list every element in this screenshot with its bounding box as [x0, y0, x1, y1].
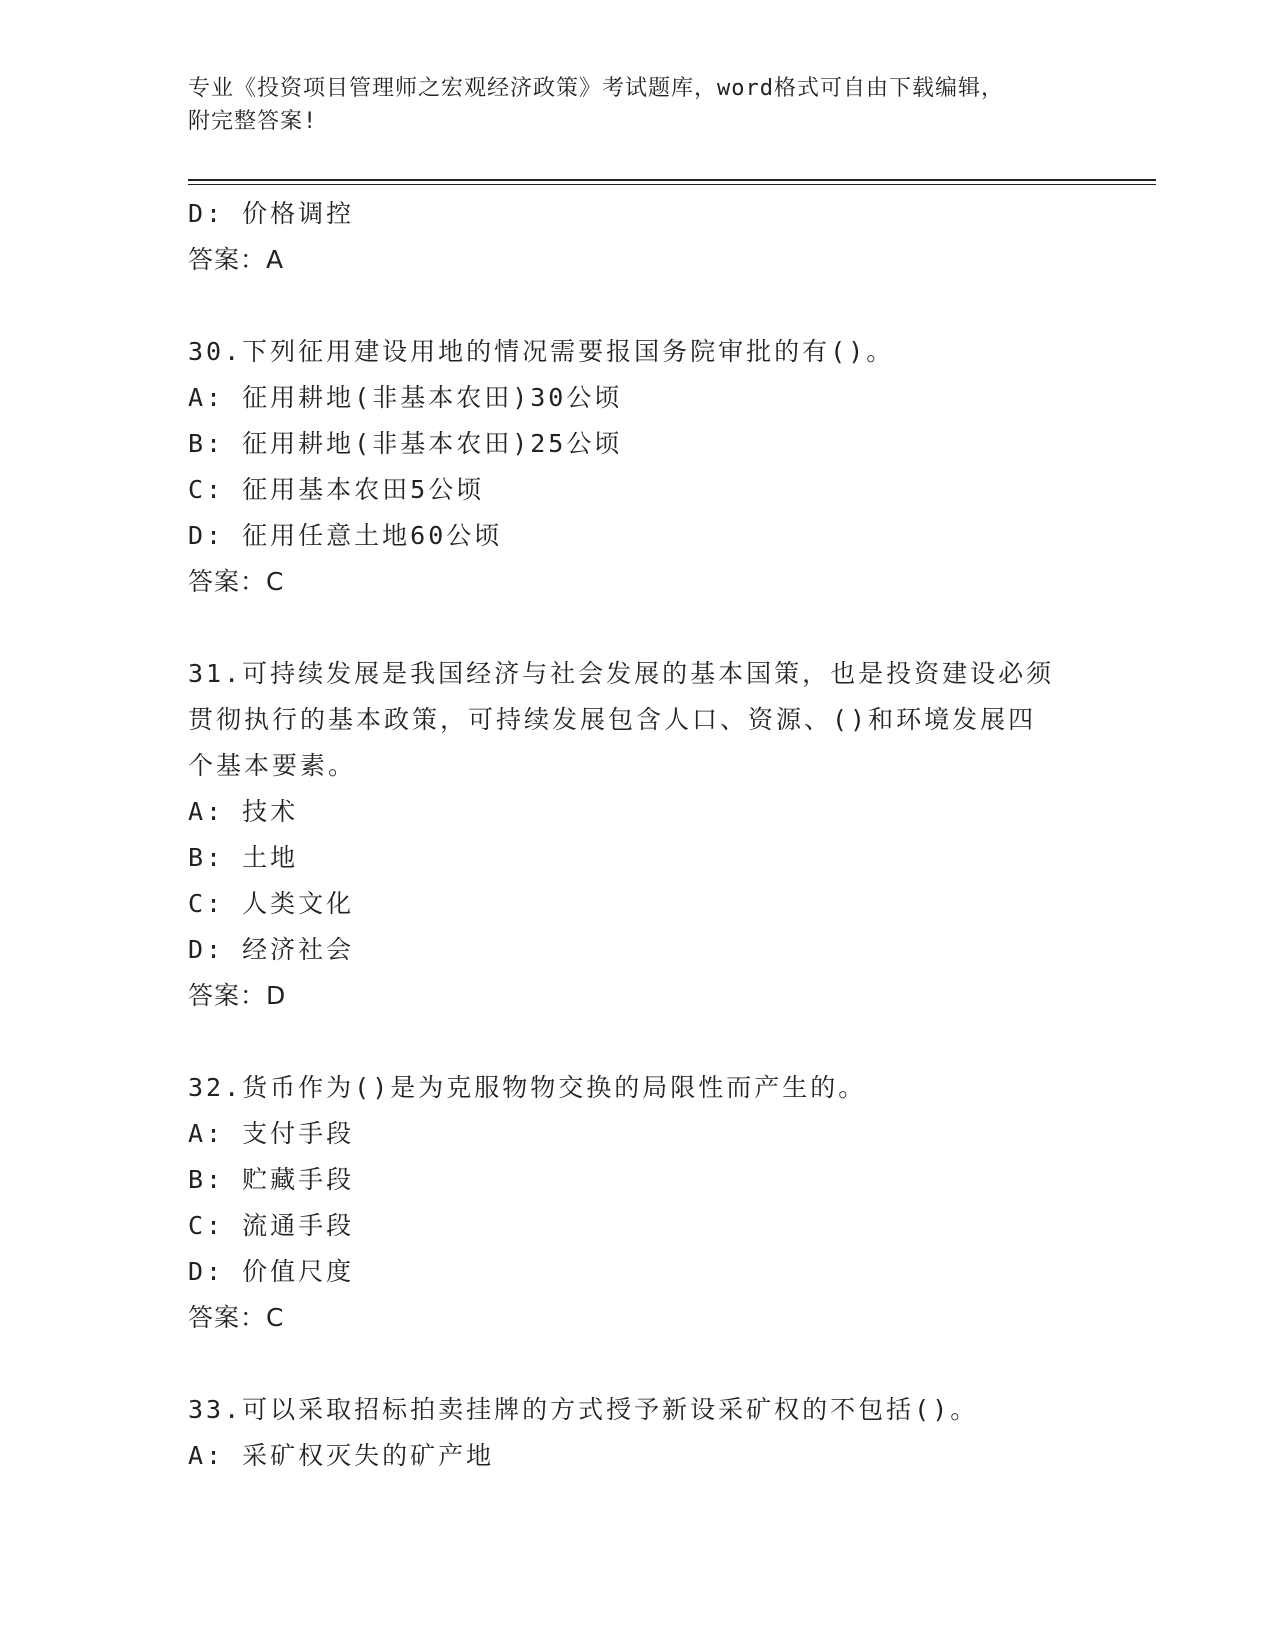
document-body — [188, 191, 1088, 1479]
question-block-29 — [188, 191, 1088, 283]
option-d: D: 经济社会 — [188, 935, 355, 964]
answer-line: 答案：C — [188, 1303, 285, 1332]
question-stem-line-1: 31.可持续发展是我国经济与社会发展的基本国策，也是投资建设必须 — [188, 659, 1055, 688]
spacer — [188, 605, 1088, 651]
option-c: C: 征用基本农田5公顷 — [188, 475, 485, 504]
option-c: C: 人类文化 — [188, 889, 355, 918]
answer-line: 答案：A — [188, 245, 285, 274]
document-header — [188, 72, 1088, 138]
option-b: B: 贮藏手段 — [188, 1165, 355, 1194]
question-stem-line-2: 贯彻执行的基本政策，可持续发展包含人口、资源、()和环境发展四 — [188, 705, 1037, 734]
option-d: D: 价值尺度 — [188, 1257, 355, 1286]
spacer — [188, 1019, 1088, 1065]
answer-line: 答案：C — [188, 567, 285, 596]
option-d: D: 价格调控 — [188, 199, 355, 228]
spacer — [188, 1341, 1088, 1387]
option-a: A: 支付手段 — [188, 1119, 355, 1148]
question-stem-line-3: 个基本要素。 — [188, 751, 357, 780]
question-stem: 33.可以采取招标拍卖挂牌的方式授予新设采矿权的不包括()。 — [188, 1395, 979, 1424]
question-stem: 30.下列征用建设用地的情况需要报国务院审批的有()。 — [188, 337, 895, 366]
header-divider-thin — [188, 184, 1156, 185]
option-a: A: 采矿权灭失的矿产地 — [188, 1441, 495, 1470]
option-a: A: 技术 — [188, 797, 299, 826]
question-stem: 32.货币作为()是为克服物物交换的局限性而产生的。 — [188, 1073, 867, 1102]
header-line-1: 专业《投资项目管理师之宏观经济政策》考试题库，word格式可自由下载编辑， — [188, 76, 1004, 101]
question-block-30 — [188, 329, 1088, 605]
question-block-31 — [188, 651, 1088, 1019]
answer-line: 答案：D — [188, 981, 287, 1010]
header-divider-thick — [188, 179, 1156, 181]
option-c: C: 流通手段 — [188, 1211, 355, 1240]
header-line-2: 附完整答案! — [188, 109, 318, 134]
option-b: B: 土地 — [188, 843, 299, 872]
option-a: A: 征用耕地(非基本农田)30公顷 — [188, 383, 623, 412]
spacer — [188, 283, 1088, 329]
question-block-32 — [188, 1065, 1088, 1341]
option-d: D: 征用任意土地60公顷 — [188, 521, 503, 550]
option-b: B: 征用耕地(非基本农田)25公顷 — [188, 429, 623, 458]
question-block-33 — [188, 1387, 1088, 1479]
